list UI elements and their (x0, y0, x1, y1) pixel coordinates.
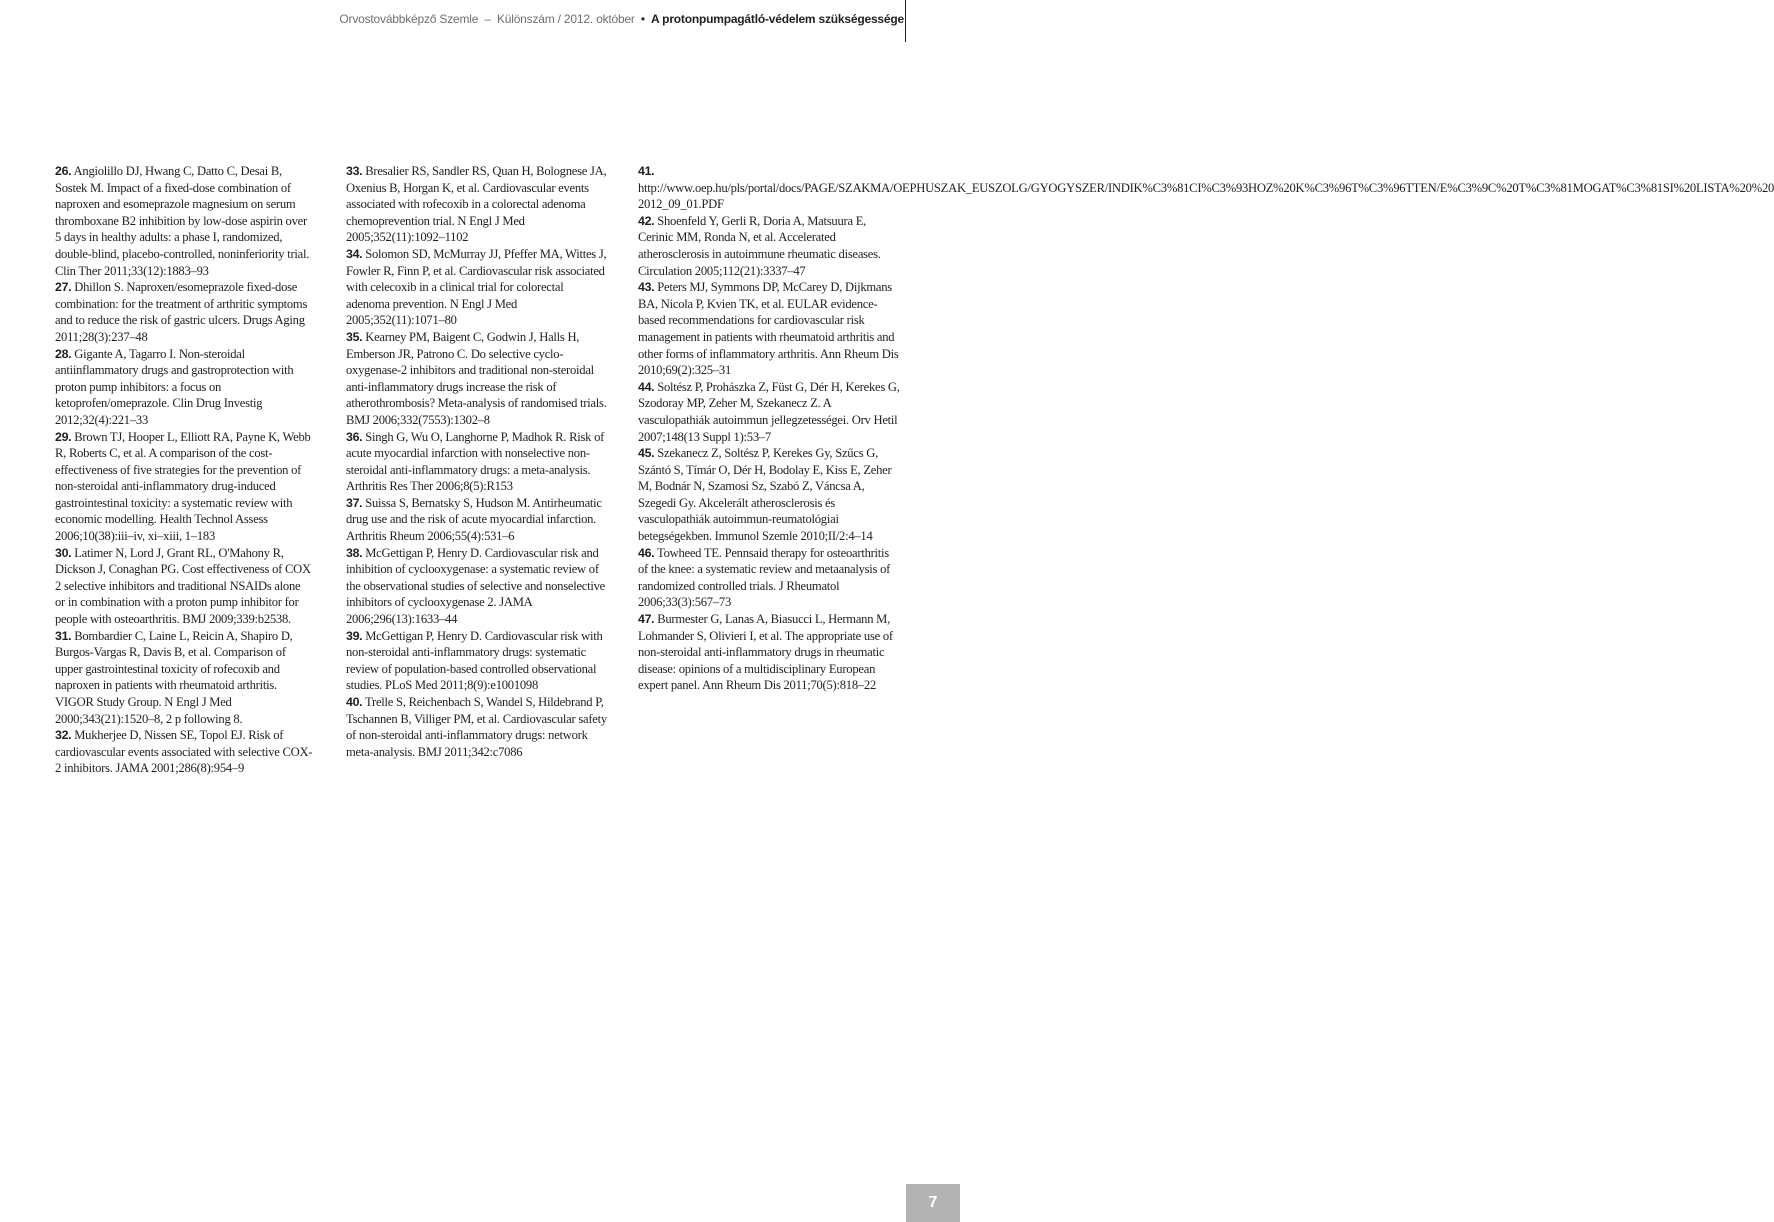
reference-number: 45. (638, 446, 655, 461)
reference-column-1 (55, 163, 313, 777)
reference-column-2 (346, 163, 608, 760)
reference-item (55, 279, 313, 345)
reference-number: 31. (55, 628, 72, 643)
reference-item (346, 429, 608, 495)
reference-text: Trelle S, Reichenbach S, Wandel S, Hildebrand P, Tschannen B, Villiger PM, et al. Cardiovascular safety of non-steroidal anti-inflammatory drugs: network meta-analysis. BMJ 2011;342:c7086 (346, 695, 607, 759)
reference-item (638, 445, 900, 545)
reference-number: 30. (55, 545, 72, 560)
reference-text: McGettigan P, Henry D. Cardiovascular risk with non-steroidal anti-inflammatory drugs: systematic review of population-based controlled observational studies. PLoS Med 2011;8(9):e1001098 (346, 628, 603, 693)
reference-text: Soltész P, Prohászka Z, Füst G, Dér H, Kerekes G, Szodoray MP, Zeher M, Szekanecz Z. A vasculopathiák autoimmun jellegzetességei. Orv Hetil 2007;148(13 Suppl 1):53–7 (638, 379, 900, 444)
reference-number: 43. (638, 280, 655, 295)
reference-number: 27. (55, 280, 72, 295)
reference-text: Kearney PM, Baigent C, Godwin J, Halls H, Emberson JR, Patrono C. Do selective cyclo-oxygenase-2 inhibitors and traditional non-steroidal anti-inflammatory drugs increase the risk of atherothrombosis? Meta-analysis of randomised trials. BMJ 2006;332(7553):1302–8 (346, 329, 607, 427)
reference-number: 34. (346, 246, 363, 261)
reference-item (638, 163, 1774, 213)
running-header: Orvostovábbképző Szemle – Különszám / 2012. október • A protonpumpagátló-védelem szükségessége (339, 12, 904, 26)
reference-item (638, 545, 900, 611)
article-title: A protonpumpagátló-védelem szükségessége (651, 12, 904, 26)
reference-text: http://www.oep.hu/pls/portal/docs/PAGE/SZAKMA/OEPHUSZAK_EUSZOLG/GYOGYSZER/INDIK%C3%81CI%C3%93HOZ%20K%C3%96T%C3%96TTEN/E%C3%9C%20T%C3%81MOGAT%C3%81SI%20LISTA%20%20 2012_09_01.PDF (638, 180, 1774, 212)
reference-text: Latimer N, Lord J, Grant RL, O'Mahony R, Dickson J, Conaghan PG. Cost effectiveness of COX 2 selective inhibitors and traditional NSAIDs alone or in combination with a proton pump inhibitor for people with osteoarthritis. BMJ 2009;339:b2538. (55, 545, 311, 627)
page-number: 7 (906, 1184, 960, 1222)
reference-text: Suissa S, Bernatsky S, Hudson M. Antirheumatic drug use and the risk of acute myocardial infarction. Arthritis Rheum 2006;55(4):531–6 (346, 495, 602, 544)
reference-number: 37. (346, 495, 363, 510)
reference-item (55, 545, 313, 628)
reference-number: 36. (346, 429, 363, 444)
reference-number: 44. (638, 379, 655, 394)
reference-item (638, 379, 900, 445)
reference-text: Burmester G, Lanas A, Biasucci L, Hermann M, Lohmander S, Olivieri I, et al. The appropriate use of non-steroidal anti-inflammatory drugs in rheumatic disease: opinions of a multidisciplinary European expert panel. Ann Rheum Dis 2011;70(5):818–22 (638, 612, 893, 693)
header-divider (905, 0, 906, 42)
reference-number: 28. (55, 346, 72, 361)
reference-text: Angiolillo DJ, Hwang C, Datto C, Desai B, Sostek M. Impact of a fixed-dose combination of naproxen and esomeprazole magnesium on serum thromboxane B2 inhibition by low-dose aspirin over 5 days in healthy adults: a phase I, randomized, double-blind, placebo-controlled, noninferiority trial. Clin Ther 2011;33(12):1883–93 (55, 164, 310, 278)
reference-number: 38. (346, 545, 363, 560)
reference-text: Szekanecz Z, Soltész P, Kerekes Gy, Szűcs G, Szántó S, Tímár O, Dér H, Bodolay E, Kiss E, Zeher M, Bodnár N, Szamosi Sz, Szabó Z, Váncsa A, Szegedi Gy. Akcelerált atherosclerosis és vasculopathiák autoimmun-reumatológiai betegségekben. Immunol Szemle 2010;II/2:4–14 (638, 446, 892, 544)
reference-text: Towheed TE. Pennsaid therapy for osteoarthritis of the knee: a systematic review and metaanalysis of randomized controlled trials. J Rheumatol 2006;33(3):567–73 (638, 545, 891, 610)
reference-text: McGettigan P, Henry D. Cardiovascular risk and inhibition of cyclooxygenase: a systematic review of the observational studies of selective and nonselective inhibitors of cyclooxygenase 2. JAMA 2006;296(13):1633–44 (346, 545, 606, 627)
reference-number: 46. (638, 545, 655, 560)
reference-number: 26. (55, 164, 72, 178)
reference-number: 41. (638, 164, 655, 178)
reference-number: 35. (346, 329, 363, 344)
reference-item (346, 545, 608, 628)
reference-item (346, 329, 608, 429)
reference-number: 39. (346, 628, 363, 643)
reference-text: Gigante A, Tagarro I. Non-steroidal antiinflammatory drugs and gastroprotection with proton pump inhibitors: a focus on ketoprofen/omeprazole. Clin Drug Investig 2012;32(4):221–33 (55, 346, 294, 427)
reference-item (346, 495, 608, 545)
reference-item (55, 628, 313, 728)
reference-item (55, 346, 313, 429)
header-bullet: • (640, 12, 645, 26)
reference-item (346, 246, 608, 329)
reference-text: Peters MJ, Symmons DP, McCarey D, Dijkmans BA, Nicola P, Kvien TK, et al. EULAR evidence-based recommendations for cardiovascular risk management in patients with rheumatoid arthritis and other forms of inflammatory arthritis. Ann Rheum Dis 2010;69(2):325–31 (638, 280, 899, 378)
reference-number: 47. (638, 612, 655, 627)
reference-item (638, 611, 900, 694)
journal-name: Orvostovábbképző Szemle (339, 12, 479, 26)
reference-number: 32. (55, 728, 72, 743)
reference-item (638, 213, 900, 279)
reference-item (346, 694, 608, 760)
reference-number: 33. (346, 164, 363, 178)
reference-item (346, 163, 608, 246)
reference-text: Shoenfeld Y, Gerli R, Doria A, Matsuura E, Cerinic MM, Ronda N, et al. Accelerated atherosclerosis in autoimmune rheumatic diseases. Circulation 2005;112(21):3337–47 (638, 213, 881, 278)
reference-item (346, 628, 608, 694)
reference-text: Bresalier RS, Sandler RS, Quan H, Bolognese JA, Oxenius B, Horgan K, et al. Cardiovascular events associated with rofecoxib in a colorectal adenoma chemoprevention trial. N Engl J Med 2005;352(11):1092–1102 (346, 164, 607, 245)
reference-text: Solomon SD, McMurray JJ, Pfeffer MA, Wittes J, Fowler R, Finn P, et al. Cardiovascular risk associated with celecoxib in a clinical trial for colorectal adenoma prevention. N Engl J Med 2005;352(11):1071–80 (346, 246, 607, 328)
reference-item (55, 429, 313, 545)
reference-text: Singh G, Wu O, Langhorne P, Madhok R. Risk of acute myocardial infarction with nonselective non-steroidal anti-inflammatory drugs: a meta-analysis. Arthritis Res Ther 2006;8(5):R153 (346, 429, 605, 494)
reference-column-3 (638, 163, 1774, 694)
reference-text: Brown TJ, Hooper L, Elliott RA, Payne K, Webb R, Roberts C, et al. A comparison of the cost-effectiveness of five strategies for the prevention of non-steroidal anti-inflammatory drug-induced gastrointestinal toxicity: a systematic review with economic modelling. Health Technol Assess 2006;10(38):iii–iv, xi–xiii, 1–183 (55, 429, 311, 544)
reference-item (638, 279, 900, 379)
reference-item (55, 163, 313, 279)
reference-number: 29. (55, 429, 72, 444)
reference-text: Dhillon S. Naproxen/esomeprazole fixed-dose combination: for the treatment of arthritic symptoms and to reduce the risk of gastric ulcers. Drugs Aging 2011;28(3):237–48 (55, 280, 308, 344)
reference-text: Bombardier C, Laine L, Reicin A, Shapiro D, Burgos-Vargas R, Davis B, et al. Comparison of upper gastrointestinal toxicity of rofecoxib and naproxen in patients with rheumatoid arthritis. VIGOR Study Group. N Engl J Med 2000;343(21):1520–8, 2 p following 8. (55, 628, 293, 726)
reference-number: 42. (638, 213, 655, 228)
reference-item (55, 727, 313, 777)
reference-text: Mukherjee D, Nissen SE, Topol EJ. Risk of cardiovascular events associated with selective COX-2 inhibitors. JAMA 2001;286(8):954–9 (55, 728, 313, 776)
issue-label: Különszám / 2012. október (496, 12, 635, 26)
reference-number: 40. (346, 695, 363, 709)
